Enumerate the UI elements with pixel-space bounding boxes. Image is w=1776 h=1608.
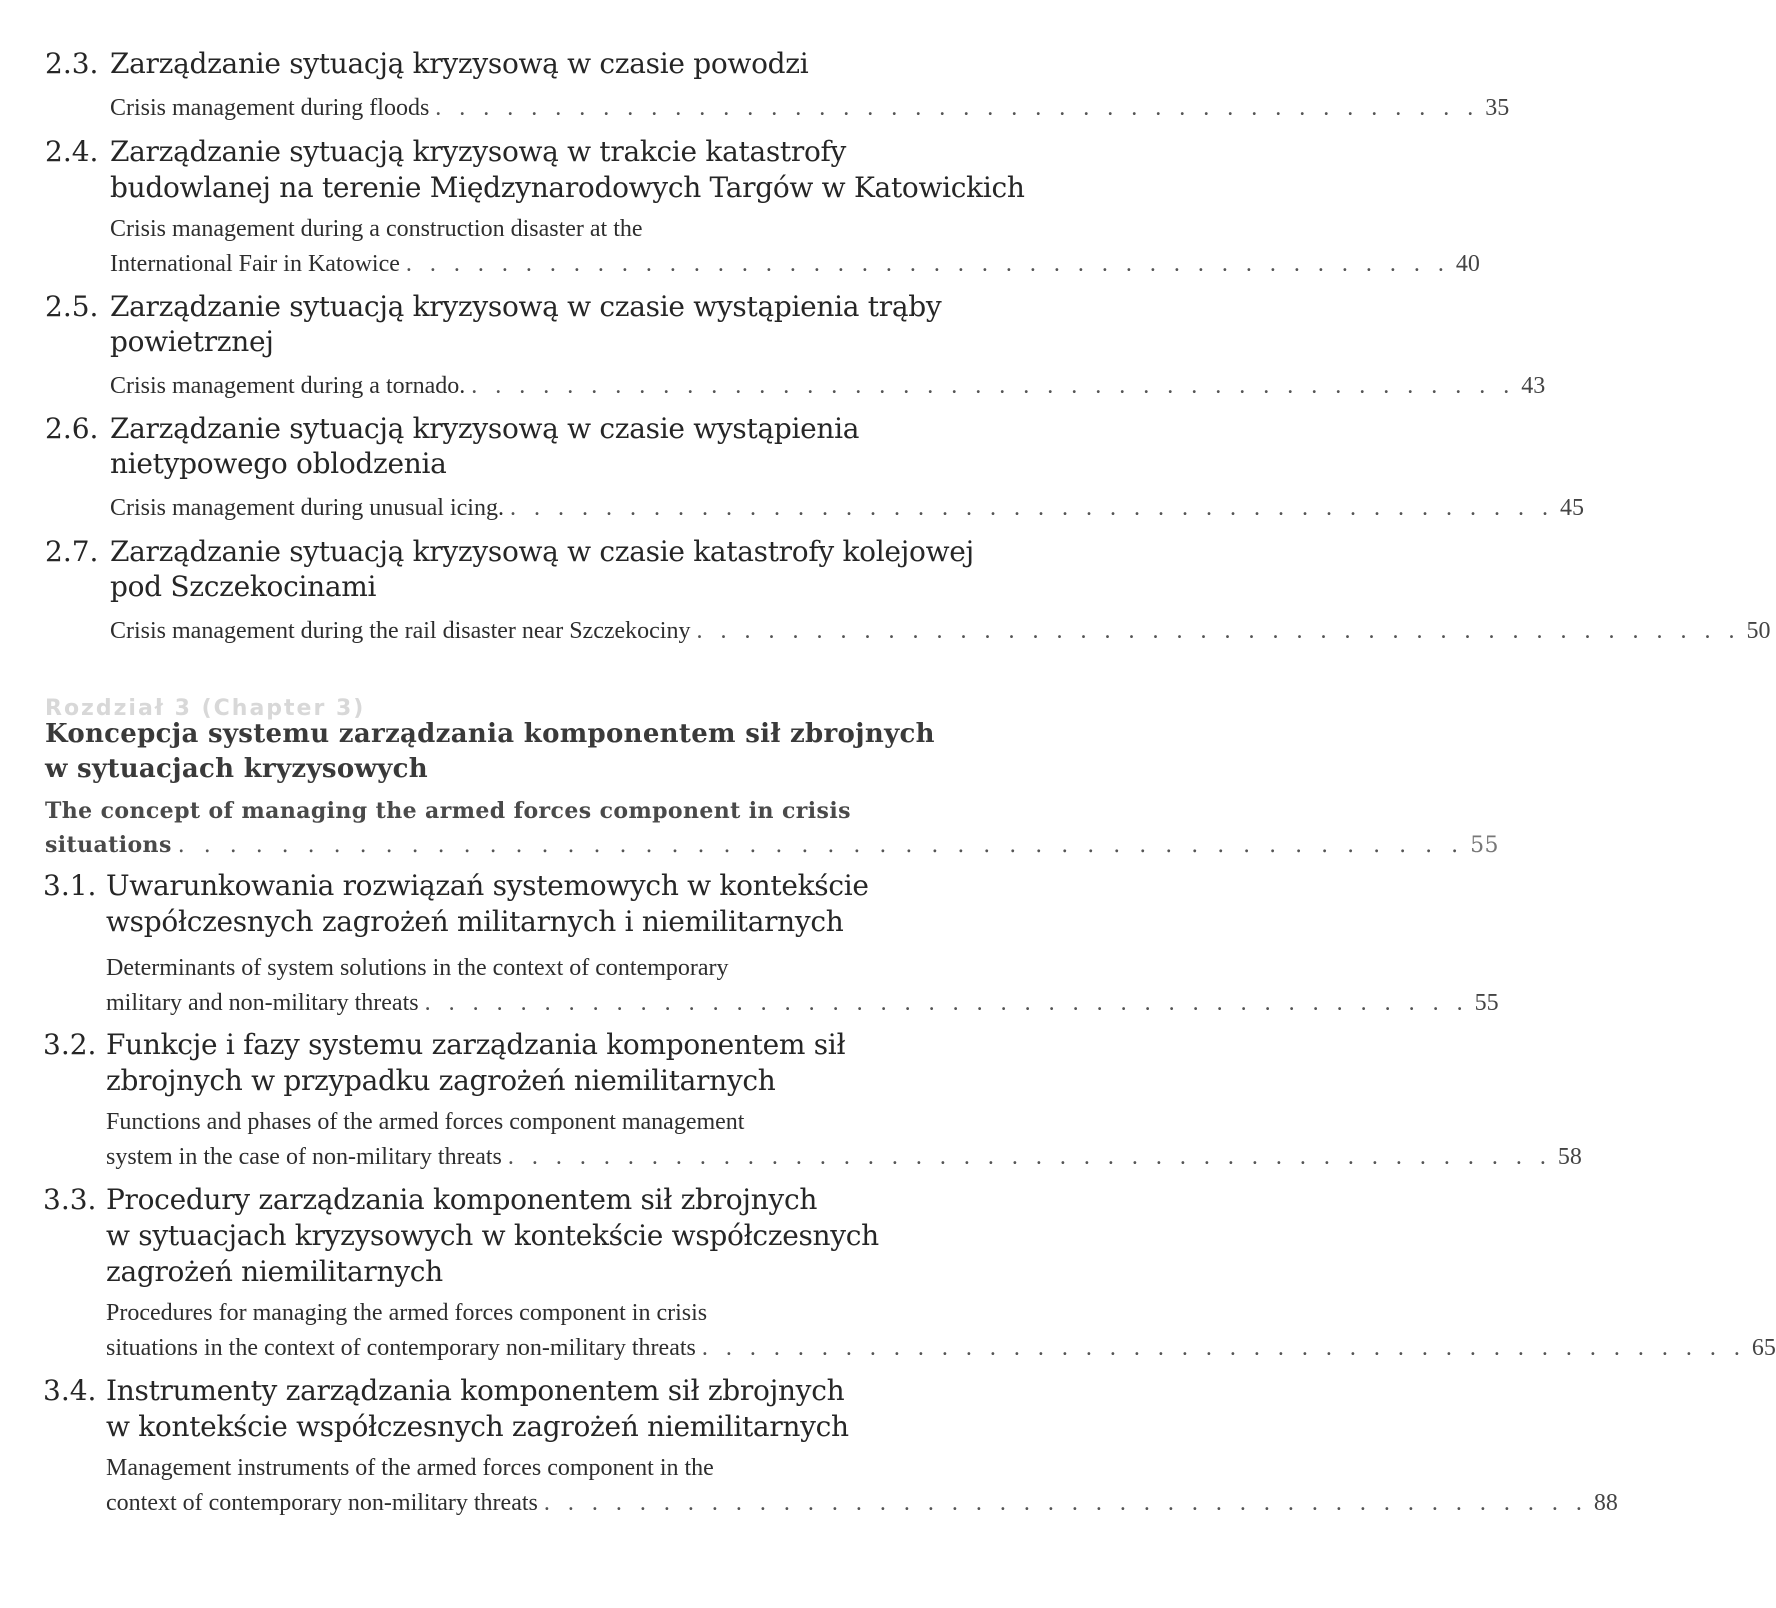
dot-leader: . . . . . . . . . . . . . . . . . . . . . . . . . . . . . . . . . . . . . . . . . . . . <box>509 495 1554 521</box>
page-number: 58 <box>1557 1144 1582 1170</box>
entry-title-en <box>106 985 1499 1021</box>
entry-number: 2.3. <box>45 47 99 80</box>
entry-title-pl-line-2: w sytuacjach kryzysowych w kontekście współczesnych <box>106 1219 879 1252</box>
entry-title-en-text: International Fair in Katowice <box>110 251 400 277</box>
dot-leader: . . . . . . . . . . . . . . . . . . . . . . . . . . . . . . . . . . . . . . . . . . . . <box>405 251 1450 277</box>
entry-number: 3.3. <box>43 1183 97 1216</box>
entry-title-pl-line-2: budowlanej na terenie Międzynarodowych Targów w Katowickich <box>110 171 1025 204</box>
entry-title-pl-line-1: Funkcje i fazy systemu zarządzania komponentem sił <box>106 1028 846 1061</box>
dot-leader: . . . . . . . . . . . . . . . . . . . . . . . . . . . . . . . . . . . . . . . . . . . . <box>471 373 1516 399</box>
chapter-label: Rozdział 3 (Chapter 3) <box>45 696 366 721</box>
entry-number: 2.6. <box>45 412 99 445</box>
entry-title-pl-line-3: zagrożeń niemilitarnych <box>106 1255 443 1288</box>
entry-title-pl-line-1: Instrumenty zarządzania komponentem sił zbrojnych <box>106 1374 845 1407</box>
entry-title-pl-line-1: Uwarunkowania rozwiązań systemowych w kontekście <box>106 869 869 902</box>
entry-title-en-text: military and non-military threats <box>106 990 419 1016</box>
entry-number: 2.5. <box>45 290 99 323</box>
entry-number: 3.1. <box>43 869 97 902</box>
entry-title-en-line-1: Functions and phases of the armed forces component management <box>106 1109 745 1135</box>
entry-title-pl-line-2: nietypowego oblodzenia <box>110 447 447 480</box>
entry-title-en-text: Crisis management during a tornado. <box>110 373 466 399</box>
entry-title-en-line-1: Procedures for managing the armed forces component in crisis <box>106 1300 708 1326</box>
entry-title-pl-line-2: w kontekście współczesnych zagrożeń niemilitarnych <box>106 1410 849 1443</box>
entry-title-pl-line-2: współczesnych zagrożeń militarnych i niemilitarnych <box>106 905 844 938</box>
page-number: 55 <box>1470 833 1499 858</box>
entry-title-en-text: context of contemporary non-military threats <box>106 1490 538 1516</box>
entry-title-pl-line-2: powietrznej <box>110 325 274 358</box>
entry-title-en-line-1: Crisis management during a construction disaster at the <box>110 216 643 242</box>
dot-leader: . . . . . . . . . . . . . . . . . . . . . . . . . . . . . . . . . . . . . . . . . . . . <box>543 1490 1588 1516</box>
page-number: 65 <box>1751 1335 1776 1361</box>
entry-title-en <box>106 1330 1776 1366</box>
page-number: 88 <box>1593 1490 1618 1516</box>
entry-title-en <box>106 1139 1582 1175</box>
entry-title-pl-line-1: Zarządzanie sytuacją kryzysową w czasie wystąpienia trąby <box>110 290 942 323</box>
entry-number: 2.7. <box>45 535 99 568</box>
entry-title-pl-line-1: Zarządzanie sytuacją kryzysową w trakcie katastrofy <box>110 135 847 168</box>
entry-title-en-text: Crisis management during floods <box>110 95 430 121</box>
entry-title-en-text: system in the case of non-military threats <box>106 1144 502 1170</box>
chapter-title-line-1: Koncepcja systemu zarządzania komponentem sił zbrojnych <box>45 719 935 749</box>
dot-leader: . . . . . . . . . . . . . . . . . . . . . . . . . . . . . . . . . . . . . . . . . . . . <box>424 990 1469 1016</box>
entry-title-en <box>110 246 1480 282</box>
entry-title-en-line-1: Management instruments of the armed forces component in the <box>106 1455 714 1481</box>
entry-title-pl-line-2: zbrojnych w przypadku zagrożeń niemilitarnych <box>106 1064 776 1097</box>
page-number: 35 <box>1485 95 1510 121</box>
chapter-title-en-text: situations <box>45 832 172 858</box>
entry-title-pl-line-1: Procedury zarządzania komponentem sił zbrojnych <box>106 1183 818 1216</box>
entry-title-en-text: Crisis management during the rail disaster near Szczekociny <box>110 618 691 644</box>
entry-title-en-line-1: Determinants of system solutions in the context of contemporary <box>106 955 729 981</box>
entry-number: 3.4. <box>43 1374 97 1407</box>
dot-leader: . . . . . . . . . . . . . . . . . . . . . . . . . . . . . . . . . . . . . . . . . . . . <box>701 1335 1746 1361</box>
page-number: 40 <box>1455 251 1480 277</box>
chapter-title-line-2: w sytuacjach kryzysowych <box>45 754 428 784</box>
entry-number: 3.2. <box>43 1028 97 1061</box>
page-number: 43 <box>1521 373 1546 399</box>
entry-title-pl-line-2: pod Szczekocinami <box>110 570 377 603</box>
entry-title-en <box>106 1485 1618 1521</box>
dot-leader: . . . . . . . . . . . . . . . . . . . . . . . . . . . . . . . . . . . . . . . . . . . . <box>435 95 1480 121</box>
entry-title-en <box>110 90 1510 126</box>
entry-title-pl: Zarządzanie sytuacją kryzysową w czasie powodzi <box>110 47 809 80</box>
entry-title-en-text: Crisis management during unusual icing. <box>110 495 504 521</box>
dot-leader: . . . . . . . . . . . . . . . . . . . . . . . . . . . . . . . . . . . . . . . . . . . . <box>507 1144 1552 1170</box>
page-number: 55 <box>1474 990 1499 1016</box>
chapter-title-en <box>45 827 1499 864</box>
entry-title-en <box>110 490 1584 526</box>
entry-title-en <box>110 613 1771 649</box>
dot-leader: . . . . . . . . . . . . . . . . . . . . . . . . . . . . . . . . . . . . . . . . . . . . . . . . . . <box>177 833 1465 858</box>
chapter-title-en-line-1: The concept of managing the armed forces component in crisis <box>45 798 851 824</box>
entry-title-en-text: situations in the context of contemporary non-military threats <box>106 1335 696 1361</box>
dot-leader: . . . . . . . . . . . . . . . . . . . . . . . . . . . . . . . . . . . . . . . . . . . . <box>696 618 1741 644</box>
entry-title-en <box>110 368 1546 404</box>
page-number: 50 <box>1746 618 1771 644</box>
entry-number: 2.4. <box>45 135 99 168</box>
entry-title-pl-line-1: Zarządzanie sytuacją kryzysową w czasie katastrofy kolejowej <box>110 535 974 568</box>
entry-title-pl-line-1: Zarządzanie sytuacją kryzysową w czasie wystąpienia <box>110 412 860 445</box>
page-number: 45 <box>1559 495 1584 521</box>
